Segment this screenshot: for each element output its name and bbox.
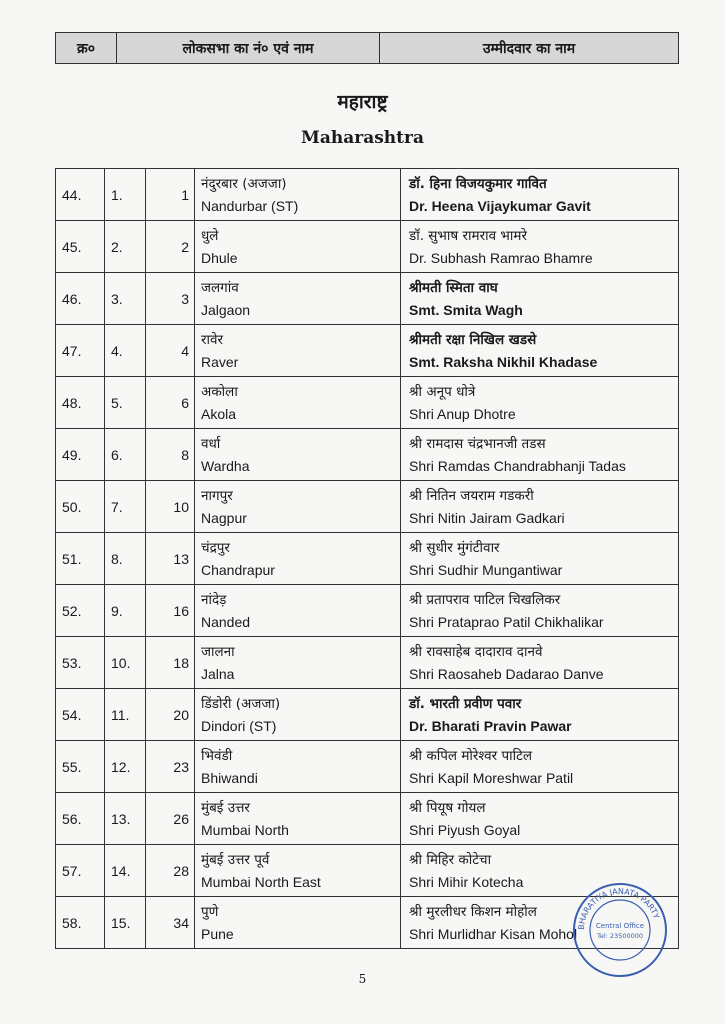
constituency-number: 20 <box>146 689 195 741</box>
serial-overall: 57. <box>56 845 105 897</box>
constituency-name-hindi: अकोला <box>201 383 238 400</box>
constituency-name-hindi: मुंबई उत्तर <box>201 799 250 816</box>
constituency-name-hindi: चंद्रपुर <box>201 539 230 556</box>
constituency-name-hindi: नागपुर <box>201 487 233 504</box>
candidate-name <box>401 741 679 793</box>
constituency-number: 34 <box>146 897 195 949</box>
serial-state: 7. <box>105 481 146 533</box>
constituency-name <box>195 221 401 273</box>
candidate-name-hindi: श्रीमती रक्षा निखिल खडसे <box>409 331 537 348</box>
candidate-name-english: Shri Nitin Jairam Gadkari <box>409 509 565 526</box>
candidate-name-hindi: श्री कपिल मोरेश्वर पाटिल <box>409 747 533 764</box>
constituency-name-hindi: रावेर <box>201 331 224 348</box>
constituency-number: 2 <box>146 221 195 273</box>
constituency-name-english: Mumbai North <box>201 821 289 838</box>
table-row <box>56 689 679 741</box>
header-candidate: उम्मीदवार का नाम <box>380 33 679 64</box>
constituency-name-english: Wardha <box>201 457 250 474</box>
constituency-name-hindi: जालना <box>201 643 235 660</box>
serial-overall: 45. <box>56 221 105 273</box>
candidate-name <box>401 533 679 585</box>
constituency-name-hindi: नांदेड़ <box>201 591 227 608</box>
column-header-table <box>55 32 679 64</box>
svg-text:Central Office: Central Office <box>595 922 645 930</box>
candidate-name-hindi: श्री नितिन जयराम गडकरी <box>409 487 534 504</box>
candidate-name-hindi: डॉ. सुभाष रामराव भामरे <box>409 227 527 244</box>
constituency-name-hindi: मुंबई उत्तर पूर्व <box>201 851 270 868</box>
serial-state: 2. <box>105 221 146 273</box>
serial-overall: 47. <box>56 325 105 377</box>
header-constituency: लोकसभा का नं० एवं नाम <box>117 33 380 64</box>
constituency-name-hindi: पुणे <box>201 903 219 920</box>
constituency-name <box>195 533 401 585</box>
serial-overall: 55. <box>56 741 105 793</box>
candidate-name-english: Smt. Smita Wagh <box>409 301 523 318</box>
constituency-name-hindi: धुले <box>201 227 219 244</box>
state-title-hindi: महाराष्ट्र <box>337 91 388 113</box>
candidate-name-english: Shri Piyush Goyal <box>409 821 521 838</box>
candidate-name-hindi: श्री रामदास चंद्रभानजी तडस <box>409 435 546 452</box>
serial-overall: 44. <box>56 169 105 221</box>
constituency-name-english: Nandurbar (ST) <box>201 197 299 214</box>
candidate-name-english: Shri Mihir Kotecha <box>409 873 524 890</box>
serial-overall: 48. <box>56 377 105 429</box>
serial-state: 4. <box>105 325 146 377</box>
constituency-name <box>195 793 401 845</box>
candidate-name-hindi: श्री मिहिर कोटेचा <box>409 851 492 868</box>
serial-state: 3. <box>105 273 146 325</box>
constituency-name-english: Nanded <box>201 613 251 630</box>
table-row <box>56 533 679 585</box>
table-row <box>56 377 679 429</box>
candidate-name-english: Shri Murlidhar Kisan Mohol <box>409 925 578 942</box>
constituency-name <box>195 585 401 637</box>
candidate-name-hindi: श्री मुरलीधर किशन मोहोल <box>409 903 537 920</box>
constituency-name-hindi: भिवंडी <box>201 747 233 764</box>
serial-state: 5. <box>105 377 146 429</box>
candidate-name-english: Dr. Bharati Pravin Pawar <box>409 717 572 734</box>
candidate-name <box>401 793 679 845</box>
candidate-name-hindi: श्री अनूप धोत्रे <box>409 383 476 400</box>
serial-state: 13. <box>105 793 146 845</box>
serial-state: 12. <box>105 741 146 793</box>
serial-overall: 51. <box>56 533 105 585</box>
table-row <box>56 793 679 845</box>
constituency-number: 8 <box>146 429 195 481</box>
candidate-name-english: Shri Ramdas Chandrabhanji Tadas <box>409 457 626 474</box>
table-row <box>56 169 679 221</box>
state-title-english: Maharashtra <box>301 128 424 148</box>
candidate-name-english: Dr. Heena Vijaykumar Gavit <box>409 197 591 214</box>
table-row <box>56 637 679 689</box>
constituency-name <box>195 637 401 689</box>
constituency-name-english: Pune <box>201 925 234 942</box>
table-row <box>56 221 679 273</box>
constituency-name-hindi: डिंडोरी (अजजा) <box>201 695 281 712</box>
constituency-name-english: Dhule <box>201 249 238 266</box>
constituency-name-english: Jalgaon <box>201 301 251 318</box>
candidate-name-english: Smt. Raksha Nikhil Khadase <box>409 353 598 370</box>
constituency-name-english: Nagpur <box>201 509 247 526</box>
constituency-number: 28 <box>146 845 195 897</box>
serial-overall: 46. <box>56 273 105 325</box>
table-row <box>56 429 679 481</box>
serial-state: 11. <box>105 689 146 741</box>
candidate-name <box>401 221 679 273</box>
serial-overall: 56. <box>56 793 105 845</box>
candidate-name <box>401 377 679 429</box>
serial-state: 15. <box>105 897 146 949</box>
page-number: 5 <box>358 972 367 986</box>
candidate-name <box>401 273 679 325</box>
svg-text:BHARATIYA JANATA PARTY: BHARATIYA JANATA PARTY <box>576 886 661 931</box>
candidate-name <box>401 325 679 377</box>
candidate-name-hindi: श्री पियूष गोयल <box>409 799 486 816</box>
candidate-name <box>401 585 679 637</box>
constituency-name <box>195 741 401 793</box>
constituency-number: 23 <box>146 741 195 793</box>
serial-overall: 53. <box>56 637 105 689</box>
constituency-number: 1 <box>146 169 195 221</box>
candidate-name <box>401 429 679 481</box>
serial-overall: 54. <box>56 689 105 741</box>
candidate-table <box>55 168 679 949</box>
constituency-name <box>195 845 401 897</box>
serial-overall: 50. <box>56 481 105 533</box>
party-seal-stamp <box>570 880 670 980</box>
table-row <box>56 273 679 325</box>
constituency-number: 18 <box>146 637 195 689</box>
constituency-number: 4 <box>146 325 195 377</box>
serial-state: 9. <box>105 585 146 637</box>
constituency-number: 3 <box>146 273 195 325</box>
constituency-name-english: Raver <box>201 353 239 370</box>
candidate-name-hindi: श्रीमती स्मिता वाघ <box>409 279 498 296</box>
serial-overall: 52. <box>56 585 105 637</box>
table-row <box>56 481 679 533</box>
constituency-name-english: Dindori (ST) <box>201 717 277 734</box>
constituency-name <box>195 273 401 325</box>
constituency-name-english: Akola <box>201 405 237 422</box>
constituency-name-english: Bhiwandi <box>201 769 258 786</box>
constituency-name <box>195 325 401 377</box>
constituency-name <box>195 169 401 221</box>
serial-state: 10. <box>105 637 146 689</box>
serial-overall: 58. <box>56 897 105 949</box>
candidate-name-hindi: डॉ. भारती प्रवीण पवार <box>409 695 522 712</box>
candidate-name-hindi: श्री रावसाहेब दादाराव दानवे <box>409 643 543 660</box>
candidate-name-hindi: श्री सुधीर मुंगंटीवार <box>409 539 500 556</box>
constituency-name <box>195 897 401 949</box>
table-row <box>56 741 679 793</box>
candidate-name <box>401 689 679 741</box>
candidate-name-english: Shri Prataprao Patil Chikhalikar <box>409 613 604 630</box>
svg-text:Tel: 23500000: Tel: 23500000 <box>596 932 644 940</box>
constituency-name-english: Mumbai North East <box>201 873 321 890</box>
candidate-name-english: Shri Anup Dhotre <box>409 405 516 422</box>
serial-state: 14. <box>105 845 146 897</box>
table-row <box>56 585 679 637</box>
candidate-name <box>401 481 679 533</box>
header-serial: क्र० <box>56 33 117 64</box>
candidate-name-hindi: श्री प्रतापराव पाटिल चिखलिकर <box>409 591 561 608</box>
constituency-number: 13 <box>146 533 195 585</box>
constituency-name-hindi: वर्धा <box>201 435 221 452</box>
constituency-name-hindi: नंदुरबार (अजजा) <box>201 175 287 192</box>
candidate-name-english: Shri Raosaheb Dadarao Danve <box>409 665 604 682</box>
constituency-name <box>195 377 401 429</box>
table-row <box>56 325 679 377</box>
constituency-name <box>195 481 401 533</box>
candidate-name-english: Shri Sudhir Mungantiwar <box>409 561 563 578</box>
candidate-name-english: Shri Kapil Moreshwar Patil <box>409 769 574 786</box>
candidate-name <box>401 637 679 689</box>
candidate-name-english: Dr. Subhash Ramrao Bhamre <box>409 249 593 266</box>
constituency-name-hindi: जलगांव <box>201 279 239 296</box>
constituency-name <box>195 689 401 741</box>
constituency-number: 10 <box>146 481 195 533</box>
serial-state: 8. <box>105 533 146 585</box>
constituency-name-english: Chandrapur <box>201 561 275 578</box>
serial-state: 6. <box>105 429 146 481</box>
serial-state: 1. <box>105 169 146 221</box>
candidate-name <box>401 169 679 221</box>
constituency-name <box>195 429 401 481</box>
candidate-name-hindi: डॉ. हिना विजयकुमार गावित <box>409 175 547 192</box>
constituency-number: 6 <box>146 377 195 429</box>
serial-overall: 49. <box>56 429 105 481</box>
constituency-number: 16 <box>146 585 195 637</box>
constituency-number: 26 <box>146 793 195 845</box>
constituency-name-english: Jalna <box>201 665 235 682</box>
